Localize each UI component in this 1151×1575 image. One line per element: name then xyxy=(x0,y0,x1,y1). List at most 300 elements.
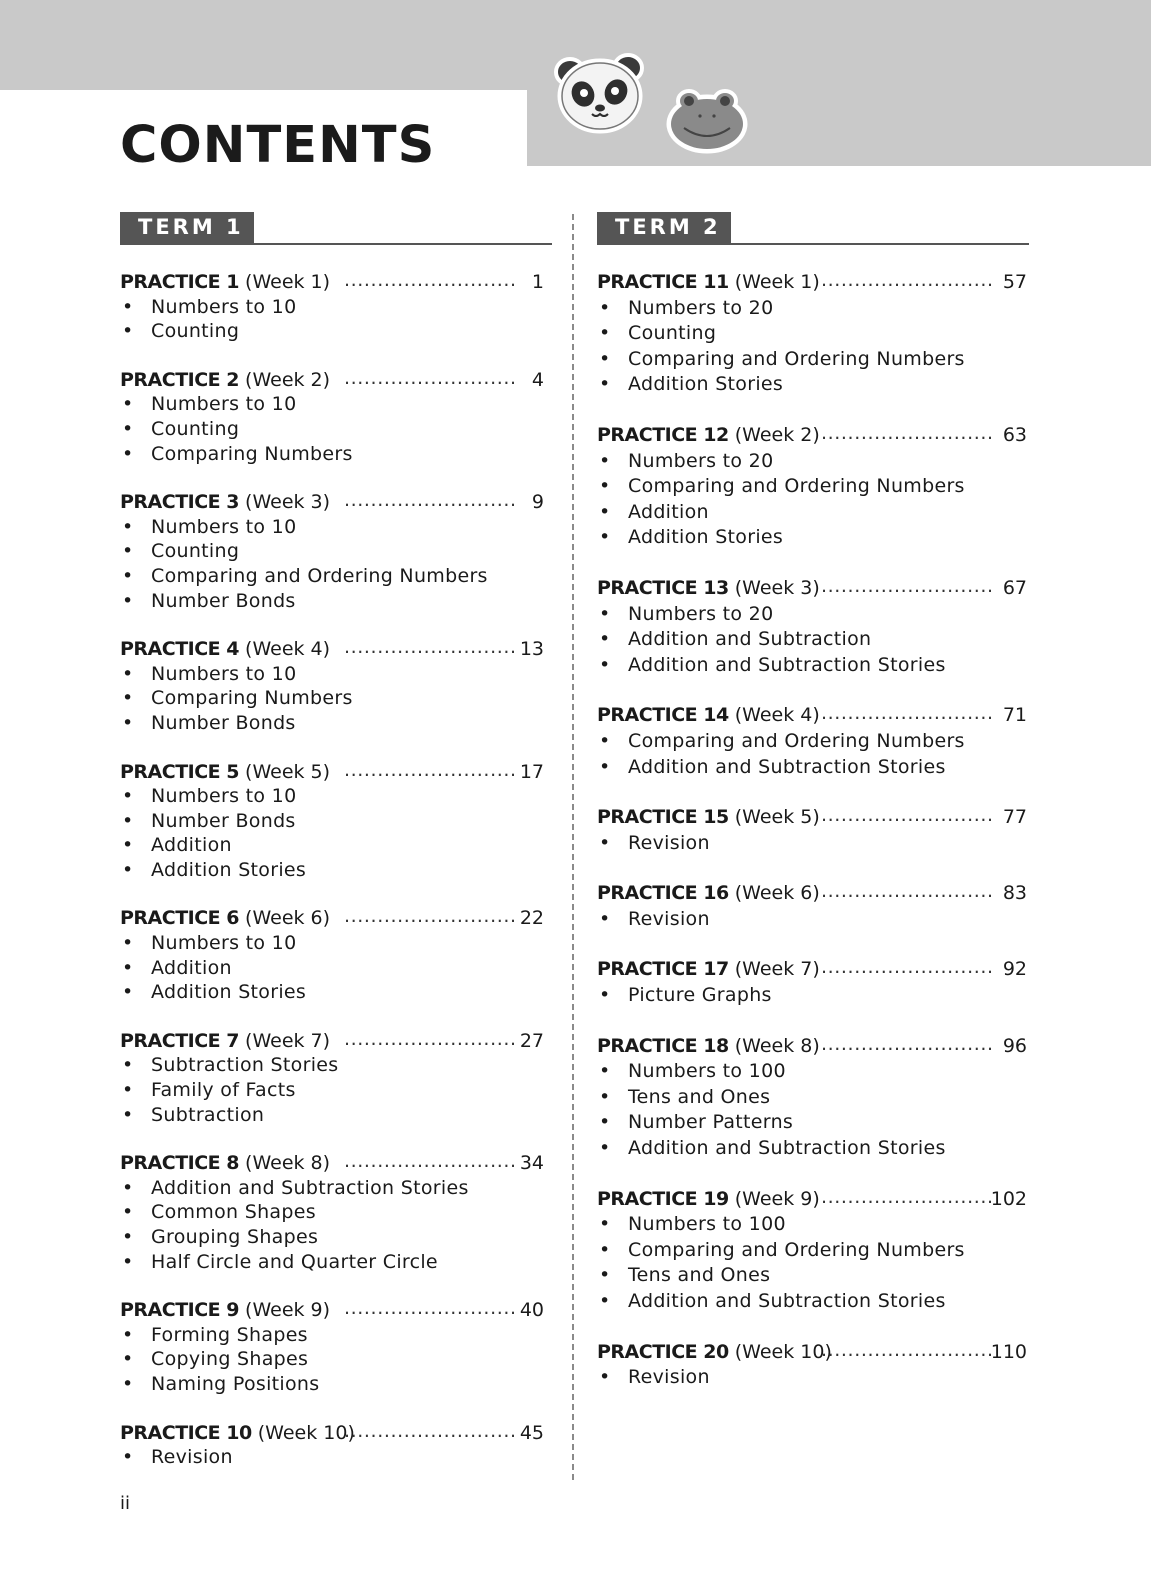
topic-list xyxy=(597,1059,1029,1161)
topic-list xyxy=(120,662,552,736)
panda-icon xyxy=(552,50,648,136)
list-item xyxy=(597,983,1029,1009)
list-item xyxy=(120,1323,552,1348)
list-item xyxy=(597,1263,1029,1289)
bullet-icon: • xyxy=(599,831,611,854)
practice-entry[interactable] xyxy=(120,1029,552,1127)
practice-heading xyxy=(597,703,1029,729)
bullet-icon: • xyxy=(122,320,134,343)
bullet-icon: • xyxy=(599,602,611,625)
topic-label: Addition and Subtraction Stories xyxy=(628,1137,946,1160)
list-item xyxy=(597,1212,1029,1238)
topic-list xyxy=(597,831,1029,857)
practice-week: (Week 1) xyxy=(734,271,820,293)
practice-heading xyxy=(597,576,1029,602)
leader-dots: .......................... xyxy=(344,758,517,781)
practice-heading xyxy=(120,637,552,662)
practice-entry[interactable] xyxy=(597,805,1029,856)
topic-label: Revision xyxy=(628,831,710,854)
list-item xyxy=(120,319,552,344)
list-item xyxy=(120,392,552,417)
practice-entry[interactable] xyxy=(597,703,1029,780)
practice-heading xyxy=(597,423,1029,449)
practice-entry[interactable] xyxy=(597,423,1029,551)
list-item xyxy=(597,372,1029,398)
practice-name: PRACTICE 15 xyxy=(597,806,729,829)
topic-label: Comparing Numbers xyxy=(151,687,353,710)
leader-dots: .......................... xyxy=(821,1032,994,1055)
list-item xyxy=(597,500,1029,526)
list-item xyxy=(120,1078,552,1103)
topic-list xyxy=(597,983,1029,1009)
practice-heading xyxy=(120,1421,552,1446)
practice-heading xyxy=(120,760,552,785)
practice-week: (Week 5) xyxy=(734,806,820,829)
topic-label: Comparing and Ordering Numbers xyxy=(628,729,965,752)
list-item xyxy=(597,1059,1029,1085)
topic-label: Numbers to 10 xyxy=(151,515,297,538)
bullet-icon: • xyxy=(599,1238,611,1261)
practice-name: PRACTICE 18 xyxy=(597,1034,729,1057)
practice-entry[interactable] xyxy=(120,1151,552,1274)
list-item xyxy=(120,417,552,442)
topic-list xyxy=(120,784,552,882)
list-item xyxy=(120,589,552,614)
topic-label: Comparing and Ordering Numbers xyxy=(628,347,965,370)
practice-week: (Week 3) xyxy=(734,576,820,599)
topic-label: Counting xyxy=(628,322,717,345)
practice-heading xyxy=(597,1340,1029,1366)
topic-label: Common Shapes xyxy=(151,1201,316,1224)
practice-entry[interactable] xyxy=(597,1187,1029,1315)
list-item xyxy=(120,980,552,1005)
practice-entry[interactable] xyxy=(120,760,552,883)
topic-label: Numbers to 10 xyxy=(151,393,297,416)
topic-label: Subtraction Stories xyxy=(151,1054,339,1077)
practice-heading xyxy=(597,805,1029,831)
bullet-icon: • xyxy=(599,907,611,930)
topic-label: Addition and Subtraction Stories xyxy=(628,653,946,676)
topic-label: Addition xyxy=(628,500,709,523)
bullet-icon: • xyxy=(122,1323,134,1346)
topic-label: Addition xyxy=(151,834,232,857)
list-item xyxy=(120,1225,552,1250)
practice-name: PRACTICE 17 xyxy=(597,958,729,981)
topic-label: Naming Positions xyxy=(151,1372,320,1395)
topic-label: Numbers to 10 xyxy=(151,662,297,685)
practice-heading xyxy=(120,1151,552,1176)
page-number: 27 xyxy=(519,1029,544,1052)
topic-label: Addition Stories xyxy=(151,858,307,881)
list-item xyxy=(597,653,1029,679)
leader-dots: .......................... xyxy=(821,421,994,444)
page-number: 40 xyxy=(519,1299,544,1322)
term-2-column xyxy=(597,212,1029,1391)
practice-week: (Week 8) xyxy=(734,1034,820,1057)
bullet-icon: • xyxy=(599,1264,611,1287)
bullet-icon: • xyxy=(122,956,134,979)
topic-label: Addition Stories xyxy=(151,981,307,1004)
leader-dots: .......................... xyxy=(344,1150,517,1173)
practice-name: PRACTICE 10 xyxy=(120,1421,252,1444)
practice-name: PRACTICE 9 xyxy=(120,1299,239,1322)
topic-label: Number Bonds xyxy=(151,809,296,832)
practice-name: PRACTICE 1 xyxy=(120,271,239,293)
bullet-icon: • xyxy=(599,322,611,345)
list-item xyxy=(120,1347,552,1372)
topic-list xyxy=(597,1365,1029,1391)
practice-entry[interactable] xyxy=(120,1421,552,1470)
topic-label: Numbers to 100 xyxy=(628,1060,786,1083)
practice-week: (Week 4) xyxy=(245,638,331,661)
list-item xyxy=(120,1200,552,1225)
topic-label: Revision xyxy=(628,907,710,930)
topic-label: Addition xyxy=(151,956,232,979)
practice-name: PRACTICE 11 xyxy=(597,271,729,293)
leader-dots: .......................... xyxy=(344,1027,517,1050)
practice-entry[interactable] xyxy=(120,1298,552,1396)
bullet-icon: • xyxy=(122,442,134,465)
page-number: 1 xyxy=(531,271,544,293)
term-badge: TERM 2 xyxy=(597,212,731,243)
bullet-icon: • xyxy=(122,858,134,881)
bullet-icon: • xyxy=(122,1103,134,1126)
list-item xyxy=(120,858,552,883)
bullet-icon: • xyxy=(122,809,134,832)
practice-week: (Week 3) xyxy=(245,491,331,514)
page-number: 92 xyxy=(1002,958,1027,981)
list-item xyxy=(597,1136,1029,1162)
list-item xyxy=(120,1250,552,1275)
leader-dots: .......................... xyxy=(344,636,517,659)
bullet-icon: • xyxy=(599,449,611,472)
practice-heading xyxy=(597,1034,1029,1060)
practice-heading xyxy=(120,1029,552,1054)
bullet-icon: • xyxy=(122,1079,134,1102)
practice-week: (Week 2) xyxy=(734,423,820,446)
bullet-icon: • xyxy=(122,515,134,538)
topic-label: Comparing and Ordering Numbers xyxy=(151,564,488,587)
topic-label: Number Patterns xyxy=(628,1111,794,1134)
bullet-icon: • xyxy=(599,653,611,676)
page-number: 13 xyxy=(519,638,544,661)
bullet-icon: • xyxy=(599,1213,611,1236)
list-item xyxy=(597,296,1029,322)
topic-label: Counting xyxy=(151,320,240,343)
leader-dots: .......................... xyxy=(344,366,517,389)
list-item xyxy=(597,1289,1029,1315)
bullet-icon: • xyxy=(122,417,134,440)
bullet-icon: • xyxy=(122,932,134,955)
list-item xyxy=(120,442,552,467)
topic-list xyxy=(597,907,1029,933)
topic-list xyxy=(120,515,552,613)
list-item xyxy=(597,525,1029,551)
topic-label: Addition Stories xyxy=(628,373,784,396)
practice-entry[interactable] xyxy=(597,881,1029,932)
bullet-icon: • xyxy=(122,1348,134,1371)
leader-dots: .......................... xyxy=(821,804,994,827)
page-number: 9 xyxy=(531,491,544,514)
bullet-icon: • xyxy=(599,1085,611,1108)
topic-label: Numbers to 20 xyxy=(628,602,774,625)
topic-label: Grouping Shapes xyxy=(151,1226,319,1248)
bullet-icon: • xyxy=(122,785,134,808)
practice-week: (Week 7) xyxy=(734,958,820,981)
bullet-icon: • xyxy=(599,1137,611,1160)
page-number: 71 xyxy=(1002,704,1027,727)
topic-label: Numbers to 10 xyxy=(151,785,297,808)
topic-list xyxy=(597,449,1029,551)
bullet-icon: • xyxy=(122,662,134,685)
topic-list xyxy=(120,1445,552,1470)
practice-name: PRACTICE 20 xyxy=(597,1340,729,1363)
topic-label: Tens and Ones xyxy=(628,1085,771,1108)
list-item xyxy=(597,755,1029,781)
practice-heading xyxy=(120,1298,552,1323)
leader-dots: .......................... xyxy=(344,269,517,291)
topic-label: Numbers to 10 xyxy=(151,295,297,318)
topic-label: Revision xyxy=(628,1366,710,1389)
practice-week: (Week 4) xyxy=(734,704,820,727)
practice-heading xyxy=(597,957,1029,983)
term-badge: TERM 1 xyxy=(120,212,254,243)
leader-dots: .......................... xyxy=(344,1297,517,1320)
page-number: 4 xyxy=(531,368,544,391)
practice-entry[interactable] xyxy=(120,490,552,613)
list-item xyxy=(597,449,1029,475)
list-item xyxy=(120,931,552,956)
bullet-icon: • xyxy=(599,628,611,651)
leader-dots: .......................... xyxy=(821,702,994,725)
bullet-icon: • xyxy=(122,834,134,857)
practice-heading xyxy=(120,490,552,515)
practice-week: (Week 9) xyxy=(734,1187,820,1210)
list-item xyxy=(597,1365,1029,1391)
term-header xyxy=(597,212,1029,245)
leader-dots: .......................... xyxy=(821,1185,994,1208)
practice-name: PRACTICE 4 xyxy=(120,638,239,661)
list-item xyxy=(120,1176,552,1201)
topic-label: Tens and Ones xyxy=(628,1264,771,1287)
page-number: 102 xyxy=(990,1187,1027,1210)
topic-label: Addition and Subtraction Stories xyxy=(628,1290,946,1312)
term-1-column xyxy=(120,212,552,1470)
leader-dots: .......................... xyxy=(344,489,517,512)
page-number: 110 xyxy=(990,1340,1027,1363)
practice-name: PRACTICE 5 xyxy=(120,760,239,783)
topic-label: Addition and Subtraction Stories xyxy=(151,1176,469,1199)
frog-icon xyxy=(664,84,750,154)
list-item xyxy=(120,833,552,858)
topic-label: Subtraction xyxy=(151,1103,265,1126)
bullet-icon: • xyxy=(122,687,134,710)
topic-label: Addition and Subtraction xyxy=(628,628,872,651)
practice-name: PRACTICE 19 xyxy=(597,1187,729,1210)
list-item xyxy=(597,1085,1029,1111)
bullet-icon: • xyxy=(122,1176,134,1199)
practice-entry[interactable] xyxy=(120,368,552,466)
practice-week: (Week 10) xyxy=(734,1340,832,1363)
list-item xyxy=(120,515,552,540)
bullet-icon: • xyxy=(599,526,611,549)
topic-list xyxy=(120,295,552,344)
page-number: 67 xyxy=(1002,576,1027,599)
bullet-icon: • xyxy=(122,981,134,1004)
topic-list xyxy=(597,1212,1029,1314)
practice-week: (Week 10) xyxy=(257,1421,355,1444)
topic-label: Comparing Numbers xyxy=(151,442,353,465)
list-item xyxy=(597,602,1029,628)
bullet-icon: • xyxy=(599,296,611,319)
bullet-icon: • xyxy=(599,729,611,752)
bullet-icon: • xyxy=(122,1250,134,1273)
list-item xyxy=(597,347,1029,373)
practice-entry[interactable] xyxy=(597,957,1029,1008)
page-number: 77 xyxy=(1002,806,1027,829)
bullet-icon: • xyxy=(599,1111,611,1134)
topic-list xyxy=(597,729,1029,780)
topic-label: Picture Graphs xyxy=(628,984,772,1007)
bullet-icon: • xyxy=(122,1446,134,1469)
practice-heading xyxy=(597,1187,1029,1213)
list-item xyxy=(597,627,1029,653)
list-item xyxy=(120,686,552,711)
bullet-icon: • xyxy=(122,540,134,563)
practice-week: (Week 8) xyxy=(245,1152,331,1175)
practice-entry[interactable] xyxy=(597,1340,1029,1391)
page-number: 34 xyxy=(519,1152,544,1175)
list-item xyxy=(597,907,1029,933)
bullet-icon: • xyxy=(122,564,134,587)
topic-label: Counting xyxy=(151,540,240,563)
topic-label: Revision xyxy=(151,1446,233,1469)
list-item xyxy=(120,662,552,687)
list-item xyxy=(597,831,1029,857)
topic-label: Forming Shapes xyxy=(151,1323,308,1346)
practice-week: (Week 6) xyxy=(734,882,820,905)
page-number: 63 xyxy=(1002,423,1027,446)
list-item xyxy=(597,321,1029,347)
bullet-icon: • xyxy=(122,1372,134,1395)
list-item xyxy=(597,1110,1029,1136)
practice-name: PRACTICE 8 xyxy=(120,1152,239,1175)
practice-entry[interactable] xyxy=(120,637,552,735)
leader-dots: .......................... xyxy=(344,1419,517,1442)
topic-label: Half Circle and Quarter Circle xyxy=(151,1250,438,1273)
bullet-icon: • xyxy=(122,589,134,612)
topic-label: Addition Stories xyxy=(628,526,784,549)
practice-entry[interactable] xyxy=(120,906,552,1004)
topic-list xyxy=(120,1053,552,1127)
practice-heading xyxy=(120,906,552,931)
practice-heading xyxy=(597,270,1029,296)
practice-heading xyxy=(120,368,552,393)
list-item xyxy=(120,1053,552,1078)
practice-name: PRACTICE 2 xyxy=(120,368,239,391)
topic-label: Addition and Subtraction Stories xyxy=(628,755,946,778)
page-number: 96 xyxy=(1002,1034,1027,1057)
practice-entry[interactable] xyxy=(597,270,1029,398)
list-item xyxy=(120,711,552,736)
topic-list xyxy=(120,931,552,1005)
bullet-icon: • xyxy=(599,347,611,370)
list-item xyxy=(120,956,552,981)
list-item xyxy=(120,1372,552,1397)
bullet-icon: • xyxy=(122,711,134,734)
practice-week: (Week 7) xyxy=(245,1029,331,1052)
practice-entry[interactable] xyxy=(120,270,552,344)
bullet-icon: • xyxy=(122,1054,134,1077)
topic-label: Numbers to 100 xyxy=(628,1213,786,1236)
leader-dots: .......................... xyxy=(821,269,994,291)
bullet-icon: • xyxy=(599,1290,611,1312)
practice-heading xyxy=(120,270,552,295)
bullet-icon: • xyxy=(599,500,611,523)
topic-label: Comparing and Ordering Numbers xyxy=(628,1238,965,1261)
practice-name: PRACTICE 14 xyxy=(597,704,729,727)
bullet-icon: • xyxy=(599,1366,611,1389)
bullet-icon: • xyxy=(599,984,611,1007)
page-number: 45 xyxy=(519,1421,544,1444)
practice-week: (Week 9) xyxy=(245,1299,331,1322)
topic-label: Family of Facts xyxy=(151,1079,296,1102)
leader-dots: .......................... xyxy=(821,1338,994,1361)
practice-week: (Week 1) xyxy=(245,271,331,293)
bullet-icon: • xyxy=(599,475,611,498)
list-item xyxy=(597,1238,1029,1264)
term-header xyxy=(120,212,552,245)
leader-dots: .......................... xyxy=(821,574,994,597)
page-number-footer: ii xyxy=(120,1493,131,1514)
page-number: 22 xyxy=(519,907,544,930)
list-item xyxy=(120,1445,552,1470)
topic-label: Numbers to 20 xyxy=(628,449,774,472)
practice-entry[interactable] xyxy=(597,576,1029,678)
topic-label: Numbers to 20 xyxy=(628,296,774,319)
page-title: CONTENTS xyxy=(120,116,436,175)
topic-list xyxy=(597,296,1029,398)
practice-name: PRACTICE 12 xyxy=(597,423,729,446)
topic-label: Copying Shapes xyxy=(151,1348,309,1371)
topic-label: Numbers to 10 xyxy=(151,932,297,955)
leader-dots: .......................... xyxy=(344,905,517,928)
practice-heading xyxy=(597,881,1029,907)
list-item xyxy=(120,539,552,564)
list-item xyxy=(597,474,1029,500)
list-item xyxy=(120,809,552,834)
practice-week: (Week 5) xyxy=(245,760,331,783)
topic-label: Number Bonds xyxy=(151,711,296,734)
bullet-icon: • xyxy=(599,755,611,778)
bullet-icon: • xyxy=(122,393,134,416)
practice-name: PRACTICE 3 xyxy=(120,491,239,514)
column-divider xyxy=(572,214,574,1480)
practice-name: PRACTICE 16 xyxy=(597,882,729,905)
bullet-icon: • xyxy=(599,1060,611,1083)
topic-label: Comparing and Ordering Numbers xyxy=(628,475,965,498)
practice-entry[interactable] xyxy=(597,1034,1029,1162)
topic-list xyxy=(597,602,1029,679)
page-number: 17 xyxy=(519,760,544,783)
list-item xyxy=(120,295,552,320)
topic-list xyxy=(120,392,552,466)
bullet-icon: • xyxy=(122,295,134,318)
topic-list xyxy=(120,1176,552,1274)
bullet-icon: • xyxy=(599,373,611,396)
practice-week: (Week 6) xyxy=(245,907,331,930)
list-item xyxy=(120,1103,552,1128)
